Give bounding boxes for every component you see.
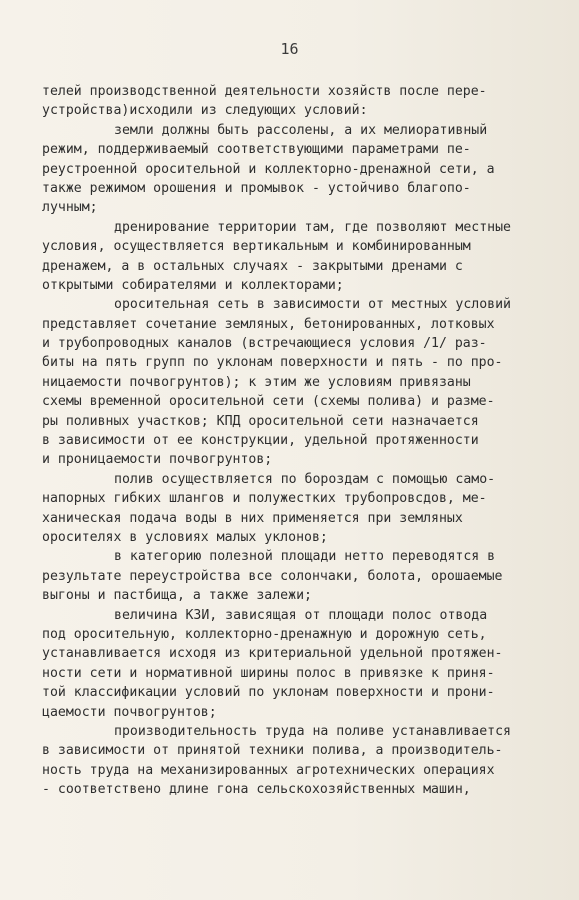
text-line: схемы временной оросительной сети (схемы полива) и разме- [42,394,495,410]
text-line: дренажем, а в остальных случаях - закрытыми дренами с [42,258,463,274]
text-line: представляет сочетание земляных, бетонированных, лотковых [42,316,495,332]
text-line: выгоны и пастбища, а также залежи; [42,588,312,604]
text-line: ницаемости почвогрунтов); к этим же условиям привязаны [42,374,471,390]
text-line: оросительная сеть в зависимости от местных условий [114,297,511,313]
text-line: ность труда на механизированных агротехнических операциях [42,762,495,778]
text-line: в зависимости от принятой техники полива, а производитель- [42,743,503,759]
text-line: устройства)исходили из следующих условий: [42,103,368,119]
text-line: в зависимости от ее конструкции, удельной протяженности [42,433,479,449]
text-line: дренирование территории там, где позволяют местные [114,219,511,235]
text-line: также режимом орошения и промывок - устойчиво благопо- [42,180,471,196]
text-line: биты на пять групп по уклонам поверхности и пять - по про- [42,355,503,371]
text-line: производительность труда на поливе устанавливается [114,723,511,739]
text-line: режим, поддерживаемый соответствующими параметрами пе- [42,142,471,158]
text-line: устанавливается исходя из критериальной удельной протяжен- [42,646,503,662]
text-line: результате переустройства все солончаки, болота, орошаемые [42,568,503,584]
text-line: той классификации условий по уклонам поверхности и прони- [42,685,495,701]
text-line: под оросительную, коллекторно-дренажную и дорожную сеть, [42,626,487,642]
text-line: величина КЗИ, зависящая от площади полос отвода [114,607,488,623]
text-line: полив осуществляется по бороздам с помощью само- [114,471,496,487]
text-line: открытыми собирателями и коллекторами; [42,277,344,293]
body-text [42,82,562,799]
text-line: лучным; [42,200,98,216]
text-line: условия, осуществляется вертикальным и комбинированным [42,239,471,255]
text-line: оросителях в условиях малых уклонов; [42,529,328,545]
text-line: - соответствено длине гона сельскохозяйственных машин, [42,782,471,798]
text-line: и проницаемости почвогрунтов; [42,452,273,468]
text-line: и трубопроводных каналов (встречающиеся условия /1/ раз- [42,336,487,352]
text-line: ханическая подача воды в них применяется при земляных [42,510,463,526]
text-line: реустроенной оросительной и коллекторно-дренажной сети, а [42,161,495,177]
text-line: ры поливных участков; КПД оросительной сети назначается [42,413,479,429]
text-line: телей производственной деятельности хозяйств после пере- [42,84,487,99]
text-line: ности сети и нормативной ширины полос в привязке к приня- [42,665,495,681]
text-line: напорных гибких шлангов и полужестких трубопровсдов, ме- [42,491,487,507]
text-line: земли должны быть рассолены, а их мелиоративный [114,122,488,138]
text-line: цаемости почвогрунтов; [42,704,217,720]
text-line: в категорию полезной площади нетто переводятся в [114,549,496,565]
page-number: 16 [280,40,299,58]
